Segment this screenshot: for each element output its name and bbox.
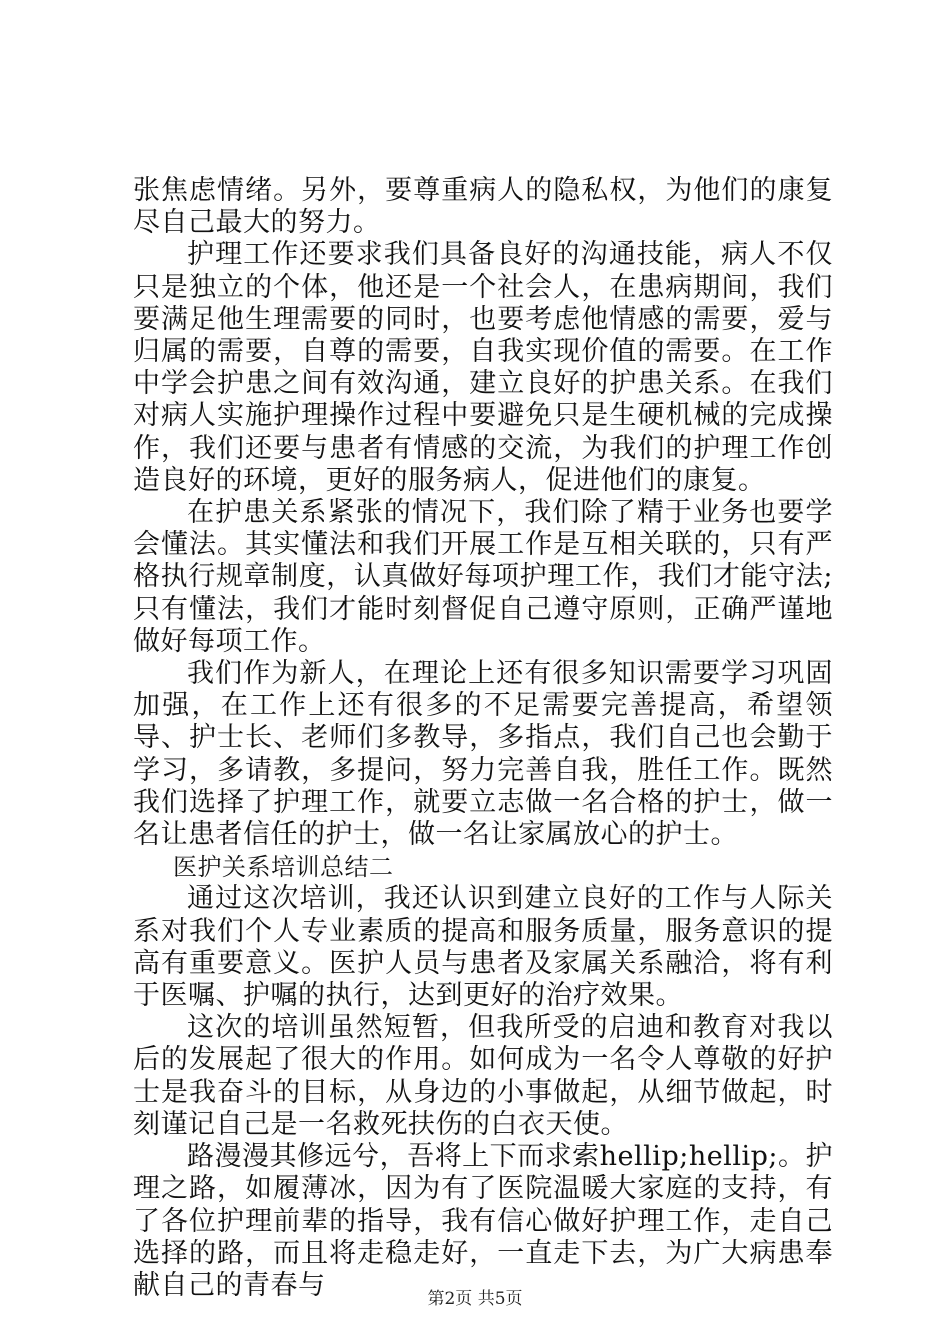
document-body bbox=[133, 175, 833, 1302]
paragraph: 路漫漫其修远兮，吾将上下而求索hellip;hellip;。护理之路，如履薄冰，因为有了医院温暖大家庭的支持，有了各位护理前辈的指导，我有信心做好护理工作，走自己选择的路，而且将走稳走好，一直走下去，为广大病患奉献自己的青春与 bbox=[133, 1141, 833, 1301]
paragraph: 这次的培训虽然短暂，但我所受的启迪和教育对我以后的发展起了很大的作用。如何成为一名令人尊敬的好护士是我奋斗的目标，从身边的小事做起，从细节做起，时刻谨记自己是一名救死扶伤的白衣天使。 bbox=[133, 1012, 833, 1140]
paragraph: 张焦虑情绪。另外，要尊重病人的隐私权，为他们的康复尽自己最大的努力。 bbox=[133, 175, 833, 239]
paragraph: 通过这次培训，我还认识到建立良好的工作与人际关系对我们个人专业素质的提高和服务质量，服务意识的提高有重要意义。医护人员与患者及家属关系融洽，将有利于医嘱、护嘱的执行，达到更好的治疗效果。 bbox=[133, 883, 833, 1012]
section-heading: 医护关系培训总结二 bbox=[173, 853, 394, 882]
paragraph: 我们作为新人，在理论上还有很多知识需要学习巩固加强，在工作上还有很多的不足需要完善提高，希望领导、护士长、老师们多教导，多指点，我们自己也会勤于学习，多请教，多提问，努力完善自我，胜任工作。既然我们选择了护理工作，就要立志做一名合格的护士，做一名让患者信任的护士，做一名让家属放心的护士。 bbox=[133, 658, 833, 851]
page-number-footer: 第2页 共5页 bbox=[427, 1289, 523, 1309]
paragraph: 护理工作还要求我们具备良好的沟通技能，病人不仅只是独立的个体，他还是一个社会人，在患病期间，我们要满足他生理需要的同时，也要考虑他情感的需要，爱与归属的需要，自尊的需要，自我实现价值的需要。在工作中学会护患之间有效沟通，建立良好的护患关系。在我们对病人实施护理操作过程中要避免只是生硬机械的完成操作，我们还要与患者有情感的交流，为我们的护理工作创造良好的环境，更好的服务病人，促进他们的康复。 bbox=[133, 239, 833, 496]
paragraph: 在护患关系紧张的情况下，我们除了精于业务也要学会懂法。其实懂法和我们开展工作是互相关联的，只有严格执行规章制度，认真做好每项护理工作，我们才能守法;只有懂法，我们才能时刻督促自己遵守原则，正确严谨地做好每项工作。 bbox=[133, 497, 833, 657]
